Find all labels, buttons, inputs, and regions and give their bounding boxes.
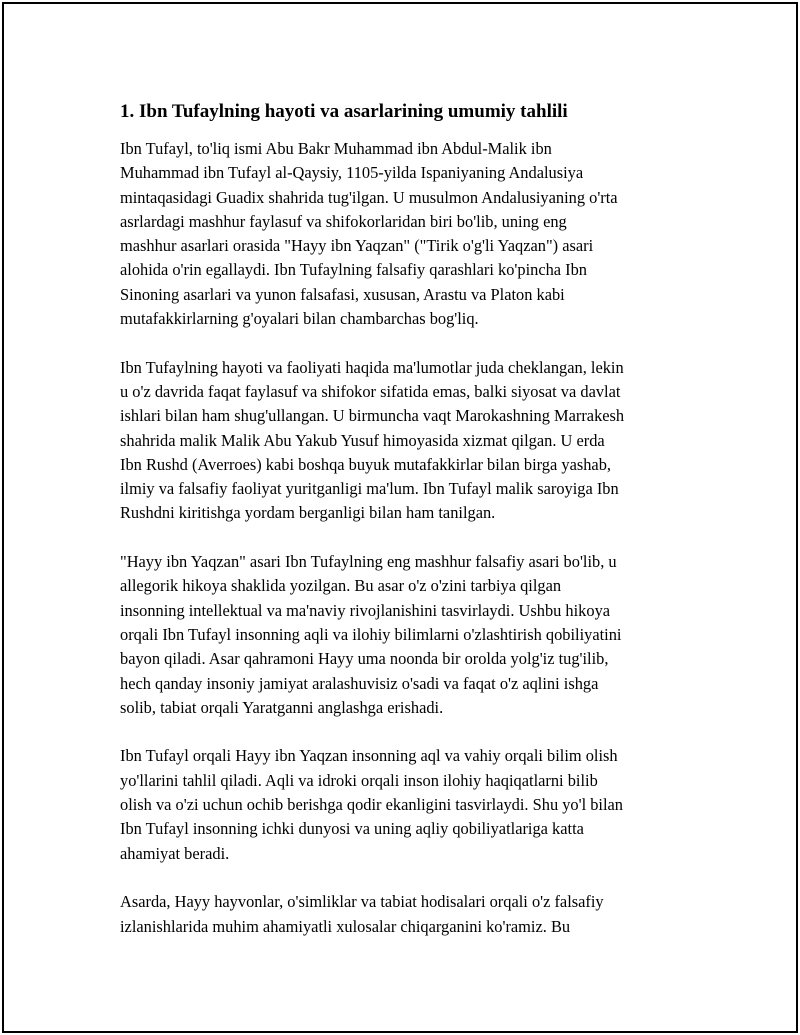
section-heading: 1. Ibn Tufaylning hayoti va asarlarining umumiy tahlili xyxy=(120,101,568,122)
text-line: u o'z davrida faqat faylasuf va shifokor sifatida emas, balki siyosat va davlat xyxy=(120,381,621,401)
text-line: Ibn Tufaylning hayoti va faoliyati haqida ma'lumotlar juda cheklangan, lekin xyxy=(120,357,624,377)
text-line: olish va o'zi uchun ochib berishga qodir ekanligini tasvirlaydi. Shu yo'l bilan xyxy=(120,795,624,815)
text-line: Muhammad ibn Tufayl al-Qaysiy, 1105-yilda Ispaniyaning Andalusiya xyxy=(120,163,584,183)
text-line: mashhur asarlari orasida "Hayy ibn Yaqzan" ("Tirik o'g'li Yaqzan") asari xyxy=(120,236,594,256)
text-line: Ibn Tufayl, to'liq ismi Abu Bakr Muhammad ibn Abdul-Malik ibn xyxy=(120,139,552,158)
text-line: Ibn Tufayl orqali Hayy ibn Yaqzan insonning aql va vahiy orqali bilim olish xyxy=(120,746,618,766)
text-line: Rushdni kiritishga yordam berganligi bilan ham tanilgan. xyxy=(120,503,496,523)
text-line: mintaqasidagi Guadix shahrida tug'ilgan. U musulmon Andalusiyaning o'rta xyxy=(120,187,618,207)
paragraph-4 xyxy=(120,744,694,865)
text-line: yo'llarini tahlil qiladi. Aqli va idroki orqali inson ilohiy haqiqatlarni bilib xyxy=(120,770,598,790)
text-line: Asarda, Hayy hayvonlar, o'simliklar va tabiat hodisalari orqali o'z falsafiy xyxy=(120,892,604,912)
text-line: insonning intellektual va ma'naviy rivojlanishini tasvirlaydi. Ushbu hikoya xyxy=(120,600,611,620)
text-line: ahamiyat beradi. xyxy=(120,843,230,863)
paragraph-1 xyxy=(120,137,694,331)
text-line: solib, tabiat orqali Yaratganni anglashga erishadi. xyxy=(120,697,444,717)
text-line: Sinoning asarlari va yunon falsafasi, xususan, Arastu va Platon kabi xyxy=(120,284,565,304)
paragraph-3 xyxy=(120,550,694,720)
text-line: alohida o'rin egallaydi. Ibn Tufaylning falsafiy qarashlari ko'pincha Ibn xyxy=(120,260,588,280)
document-body xyxy=(120,98,694,939)
text-line: Ibn Tufayl insonning ichki dunyosi va uning aqliy qobiliyatlariga katta xyxy=(120,819,584,839)
text-line: izlanishlarida muhim ahamiyatli xulosalar chiqarganini ko'ramiz. Bu xyxy=(120,916,571,936)
text-line: bayon qiladi. Asar qahramoni Hayy uma noonda bir orolda yolg'iz tug'ilib, xyxy=(120,649,609,669)
text-line: ilmiy va falsafiy faoliyat yuritganligi ma'lum. Ibn Tufayl malik saroyiga Ibn xyxy=(120,479,619,499)
text-line: mutafakkirlarning g'oyalari bilan chambarchas bog'liq. xyxy=(120,309,479,329)
text-line: allegorik hikoya shaklida yozilgan. Bu asar o'z o'zini tarbiya qilgan xyxy=(120,576,562,596)
text-line: asrlardagi mashhur faylasuf va shifokorlaridan biri bo'lib, uning eng xyxy=(120,211,567,231)
text-line: hech qanday insoniy jamiyat aralashuvisiz o'sadi va faqat o'z aqlini ishga xyxy=(120,673,599,693)
page-frame xyxy=(2,2,798,1033)
text-line: Ibn Rushd (Averroes) kabi boshqa buyuk mutafakkirlar bilan birga yashab, xyxy=(120,454,611,474)
text-line: ishlari bilan ham shug'ullangan. U birmuncha vaqt Marokashning Marrakesh xyxy=(120,406,625,426)
paragraph-2 xyxy=(120,356,694,526)
text-line: orqali Ibn Tufayl insonning aqli va ilohiy bilimlarni o'zlashtirish qobiliyatini xyxy=(120,624,622,644)
text-line: shahrida malik Malik Abu Yakub Yusuf himoyasida xizmat qilgan. U erda xyxy=(120,430,605,450)
text-line: "Hayy ibn Yaqzan" asari Ibn Tufaylning eng mashhur falsafiy asari bo'lib, u xyxy=(120,552,617,572)
paragraph-5 xyxy=(120,890,694,939)
